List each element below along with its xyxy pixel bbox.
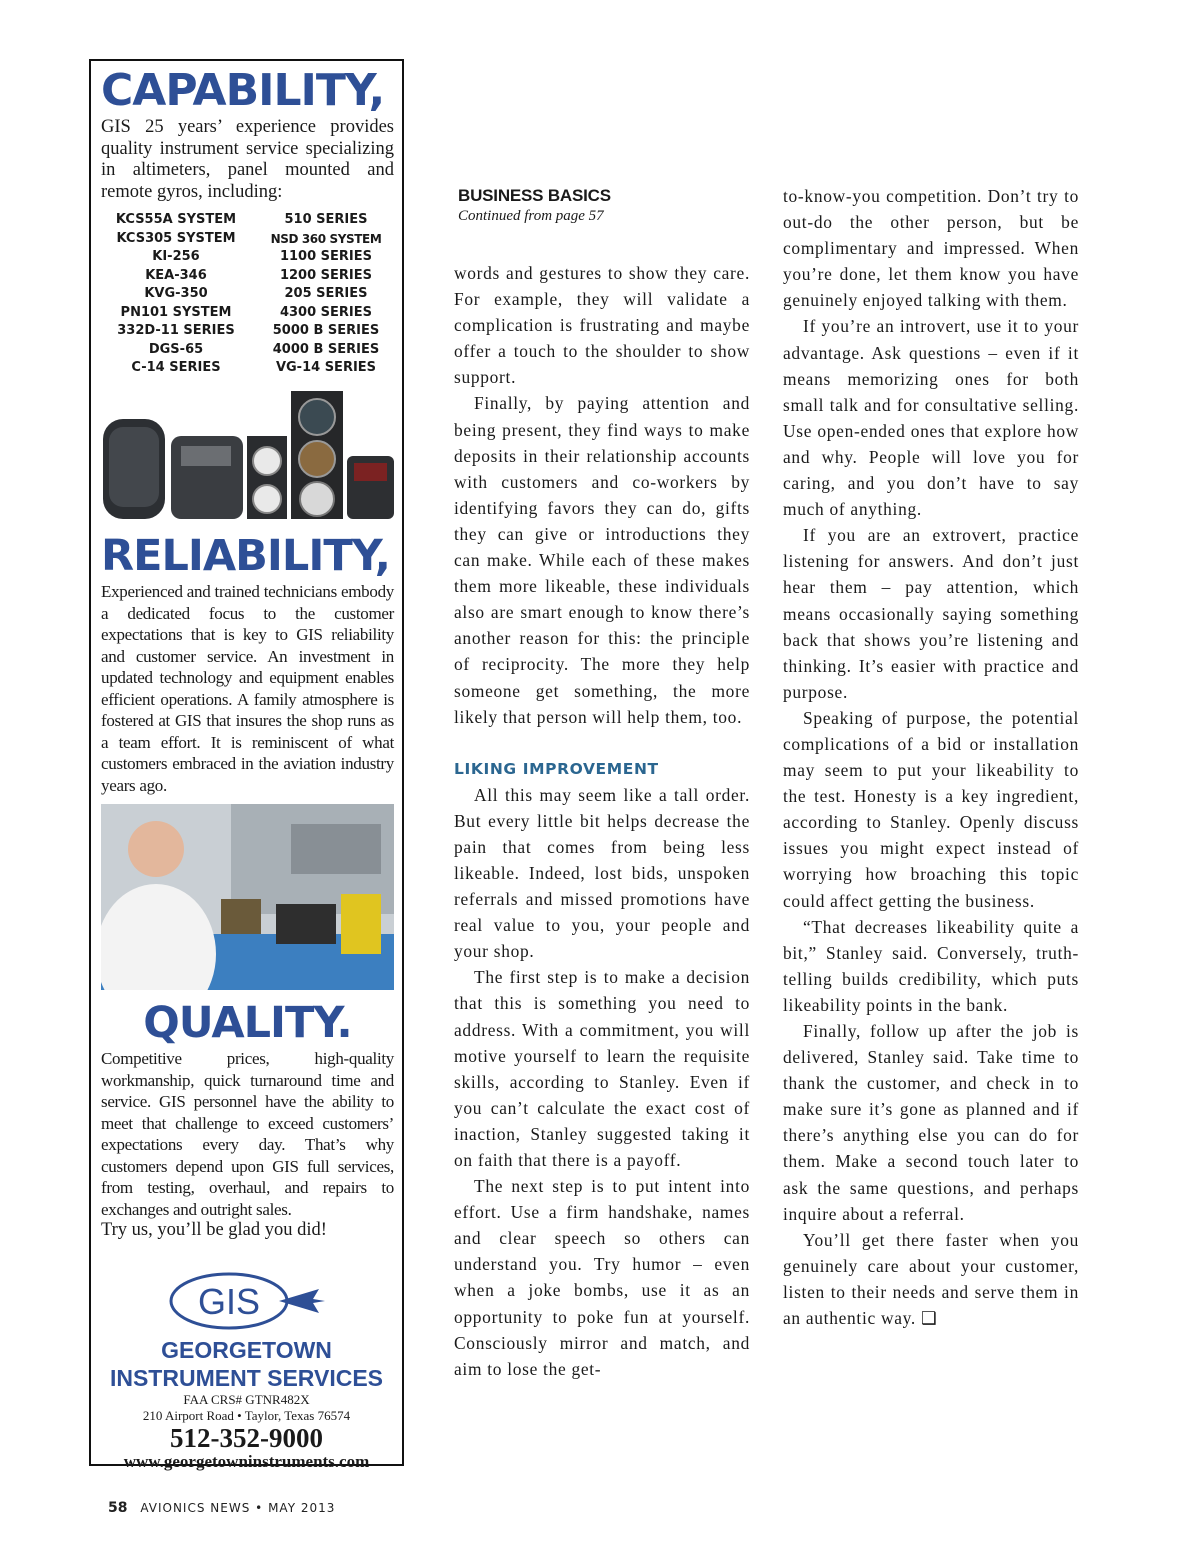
article-paragraph: All this may seem like a tall order. But every little bit helps decrease the pain that comes from being less likeable. Indeed, lost bids, unspoken referrals and missed promotions have real value to you, your people and your shop. bbox=[454, 784, 750, 962]
tagline: Try us, you’ll be glad you did! bbox=[101, 1220, 327, 1240]
capability-text: GIS 25 years’ experience provides quality instrument service specializing in altimeters, panel mounted and remote gyros, including: bbox=[101, 117, 394, 202]
series-item: 205 SERIES bbox=[284, 286, 368, 301]
series-item: KCS305 SYSTEM bbox=[116, 230, 236, 246]
faa-number: FAA CRS# GTNR482X bbox=[183, 1392, 310, 1407]
issue-date: MAY 2013 bbox=[268, 1501, 336, 1515]
reliability-text: Experienced and trained technicians embody a dedicated focus to the customer expectations that is key to GIS reliability and customer service. An investment in updated technology and equipment enables efficient operations. A family atmosphere is fostered at GIS that insures the shop runs as a team effort. It is reminiscent of what customers embraced in the aviation industry years ago. bbox=[101, 582, 394, 795]
article-paragraph: The next step is to put intent into effort. Use a firm handshake, names and clear speech so others can understand you. Try humor – even when a joke bombs, use it as an opportunity to poke fun at yourself. Consciously mirror and match, and aim to lose the get- bbox=[454, 1176, 750, 1379]
series-item: KI-256 bbox=[152, 249, 200, 264]
series-right-column bbox=[251, 211, 401, 378]
article-paragraph: Finally, by paying attention and being present, they find ways to make deposits in their relationship accounts with customers and co-workers by identifying favors they can do, gifts they can give or introductions they can make. While each of these makes them more likeable, these individuals also are smart enough to know there’s another reason for this: the principle of reciprocity. The more they help someone get something, the more likely that person will help them, too. bbox=[454, 393, 750, 727]
series-item: KEA-346 bbox=[145, 267, 207, 283]
address: 210 Airport Road • Taylor, Texas 76574 bbox=[142, 1408, 351, 1423]
quality-text: Competitive prices, high-quality workmanship, quick turnaround time and service. GIS personnel have the ability to meet that challenge to exceed customers’ expectations every day. That’s why customers depend upon GIS full services, from testing, overhaul, and repairs to exchanges and outright sales. bbox=[101, 1049, 394, 1219]
reliability-block bbox=[101, 531, 394, 796]
series-item: DGS-65 bbox=[148, 341, 204, 357]
instruments-illustration bbox=[101, 391, 396, 521]
quality-block bbox=[101, 998, 394, 1242]
gis-logo-block bbox=[91, 1271, 402, 1472]
article-paragraph: words and gestures to show they care. For example, they will validate a complication is frustrating and maybe offer a touch to the shoulder to show support. bbox=[454, 263, 750, 388]
article-paragraph: “That decreases likeability quite a bit,” Stanley said. Conversely, truth-telling builds credibility, which puts likeability points in the bank. bbox=[783, 916, 1079, 1015]
publication-name: AVIONICS NEWS bbox=[140, 1501, 251, 1515]
company-name-line1: GEORGETOWN bbox=[161, 1337, 332, 1363]
article-paragraph: Finally, follow up after the job is delivered, Stanley said. Take time to thank the customer, and check in to make sure it’s gone as planned and if there’s anything else you can do for them. Make a second touch later to ask the same questions, and perhaps inquire about a referral. bbox=[783, 1021, 1079, 1224]
series-item: C-14 SERIES bbox=[131, 360, 221, 375]
article-paragraph: The first step is to make a decision that this is something you need to address. With a commitment, you will motive yourself to learn the requisite skills, according to Stanley. Even if you can’t calculate the exact cost of inaction, Stanley suggested taking it on faith that there is a payoff. bbox=[454, 967, 750, 1170]
series-item: KVG-350 bbox=[144, 286, 208, 301]
series-item: 510 SERIES bbox=[284, 212, 368, 227]
page-number: 58 bbox=[108, 1500, 128, 1516]
subhead-liking-improvement: LIKING IMPROVEMENT bbox=[454, 759, 659, 778]
article-paragraph: If you’re an introvert, use it to your advantage. Ask questions – even if it means memorizing ones for both small talk and for consultative selling. Use open-ended ones that explore how and why. People will love you for caring, and you don’t have to say much of anything. bbox=[783, 316, 1079, 520]
series-item: 1100 SERIES bbox=[279, 249, 373, 264]
article-paragraph: to-know-you competition. Don’t try to out-do the other person, but be complimentary and impressed. When you’re done, let them know you have genuinely enjoyed talking with them. bbox=[783, 186, 1079, 311]
gis-logo-icon bbox=[167, 1271, 327, 1331]
series-item: 5000 B SERIES bbox=[272, 323, 380, 338]
series-item: 4300 SERIES bbox=[279, 304, 373, 320]
series-item: 4000 B SERIES bbox=[272, 341, 380, 357]
continued-note: Continued from page 57 bbox=[458, 208, 604, 224]
phone-number: 512-352-9000 bbox=[170, 1423, 323, 1453]
instruments-photo bbox=[101, 391, 396, 521]
technician-illustration bbox=[101, 804, 394, 990]
company-name-line2: INSTRUMENT SERVICES bbox=[109, 1365, 384, 1391]
footer-bullet: • bbox=[255, 1501, 264, 1515]
capability-headline: CAPABILITY, bbox=[101, 65, 385, 116]
article-column-2 bbox=[783, 183, 1079, 1331]
series-item: 1200 SERIES bbox=[279, 267, 373, 283]
series-item: NSD 360 SYSTEM bbox=[270, 231, 382, 246]
series-left-column bbox=[101, 211, 251, 378]
series-item: VG-14 SERIES bbox=[275, 360, 377, 375]
reliability-headline: RELIABILITY, bbox=[101, 531, 391, 581]
series-item: KCS55A SYSTEM bbox=[115, 212, 237, 227]
series-item: 332D-11 SERIES bbox=[117, 323, 235, 338]
series-item: PN101 SYSTEM bbox=[120, 304, 232, 320]
article-paragraph: You’ll get there faster when you genuinely care about your customer, listen to their needs and serve them in an authentic way. ❑ bbox=[783, 1229, 1079, 1329]
logo-text: GIS bbox=[197, 1281, 260, 1322]
capability-block bbox=[101, 65, 394, 203]
gis-advertisement bbox=[89, 59, 404, 1471]
article-paragraph: If you are an extrovert, practice listening for answers. And don’t just hear them – pay attention, which means occasionally saying something back that shows you’re listening and thinking. It’s easier with practice and purpose. bbox=[783, 525, 1079, 702]
article-paragraph: Speaking of purpose, the potential complications of a bid or installation may seem to put your likeability to the test. Honesty is a key ingredient, according to Stanley. Openly discuss issues you might expect instead of worrying how broaching this topic could affect getting the business. bbox=[783, 707, 1079, 911]
quality-headline: QUALITY. bbox=[143, 998, 352, 1048]
technician-photo bbox=[101, 804, 394, 990]
page-footer bbox=[108, 1500, 335, 1516]
website-link[interactable]: www.georgetowninstruments.com bbox=[123, 1452, 370, 1471]
section-title: BUSINESS BASICS bbox=[458, 186, 611, 205]
article-column-1 bbox=[454, 260, 750, 1382]
